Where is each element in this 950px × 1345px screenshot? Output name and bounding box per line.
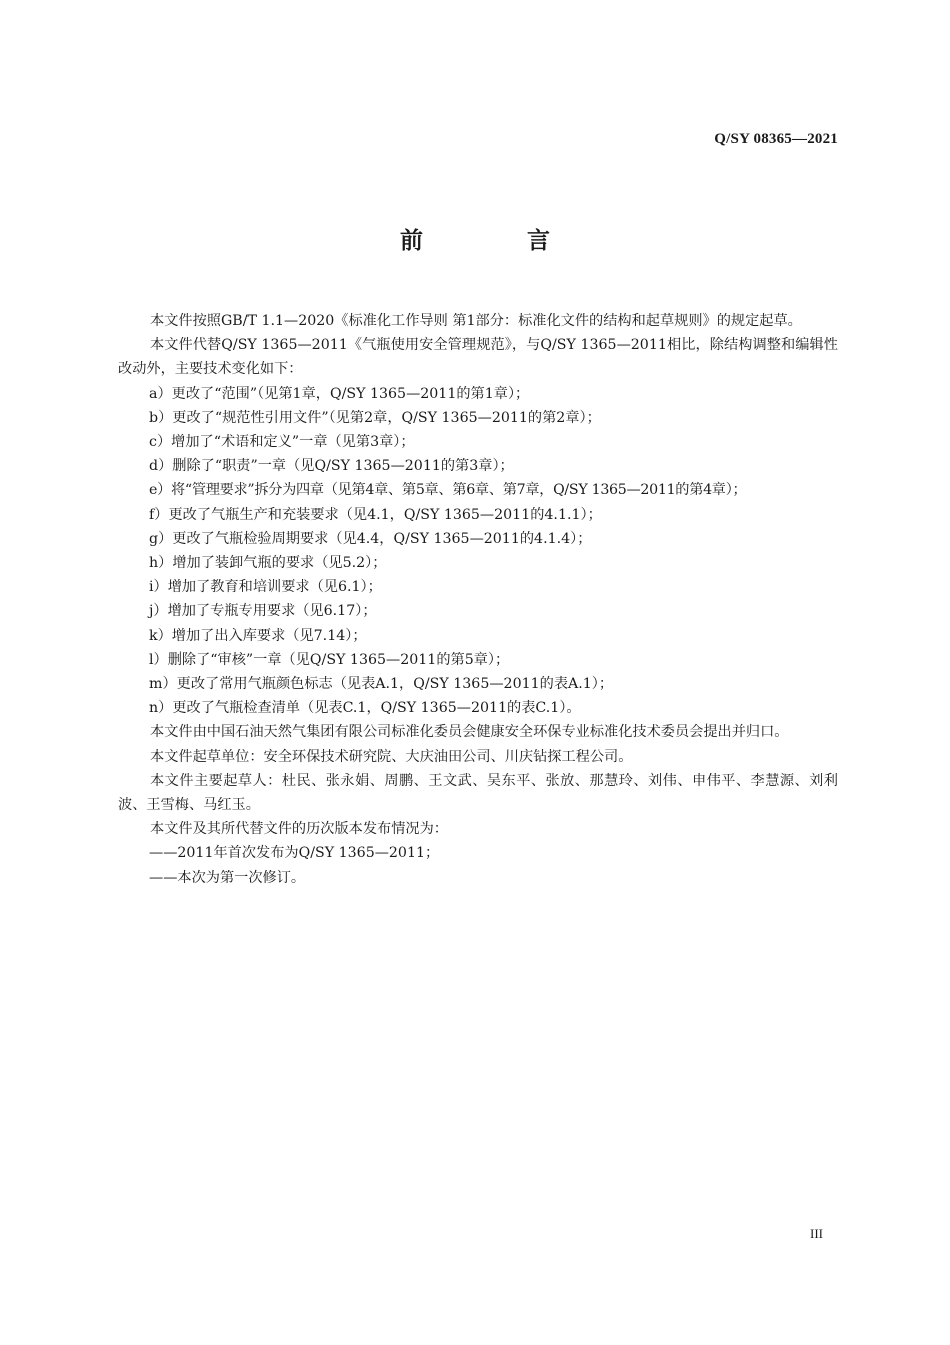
paragraph-drafters: 本文件主要起草人：杜民、张永娟、周鹏、王文武、吴东平、张放、那慧玲、刘伟、申伟平、李慧源、刘利波、王雪梅、马红玉。 — [118, 772, 838, 814]
change-item: m）更改了常用气瓶颜色标志（见表A.1，Q/SY 1365—2011的表A.1）； — [149, 676, 614, 693]
page-number: III — [810, 1226, 823, 1241]
paragraph-replacement: 本文件代替Q/SY 1365—2011《气瓶使用安全管理规范》，与Q/SY 1365—2011相比，除结构调整和编辑性改动外，主要技术变化如下： — [118, 337, 838, 378]
standard-code: Q/SY 08365—2021 — [714, 131, 838, 147]
paragraph-drafting-rules: 本文件按照GB/T 1.1—2020《标准化工作导则 第1部分：标准化文件的结构和起草规则》的规定起草。 — [150, 313, 802, 329]
change-item: g）更改了气瓶检验周期要求（见4.4，Q/SY 1365—2011的4.1.4）； — [149, 530, 592, 547]
change-item: k）增加了出入库要求（见7.14）； — [149, 627, 367, 644]
page-title: 前 言 — [399, 228, 598, 254]
paragraph-history-intro: 本文件及其所代替文件的历次版本发布情况为： — [150, 821, 448, 838]
change-item: b）更改了“规范性引用文件”（见第2章，Q/SY 1365—2011的第2章）； — [149, 409, 601, 426]
change-item: j）增加了专瓶专用要求（见6.17）； — [149, 603, 377, 620]
history-item: ——本次为第一次修订。 — [149, 869, 306, 886]
change-item: d）删除了“职责”一章（见Q/SY 1365—2011的第3章）； — [149, 458, 514, 475]
foreword-body — [118, 309, 838, 890]
change-item: f）更改了气瓶生产和充装要求（见4.1，Q/SY 1365—2011的4.1.1）； — [149, 506, 602, 523]
change-item: a）更改了“范围”（见第1章，Q/SY 1365—2011的第1章）； — [149, 385, 530, 402]
history-item: ——2011年首次发布为Q/SY 1365—2011； — [149, 845, 440, 862]
paragraph-drafting-units: 本文件起草单位：安全环保技术研究院、大庆油田公司、川庆钻探工程公司。 — [150, 748, 633, 765]
change-item: n）更改了气瓶检查清单（见表C.1，Q/SY 1365—2011的表C.1）。 — [149, 700, 581, 717]
change-item: e）将“管理要求”拆分为四章（见第4章、第5章、第6章、第7章，Q/SY 1365—2011的第4章）； — [149, 482, 747, 499]
change-item: l）删除了“审核”一章（见Q/SY 1365—2011的第5章）； — [149, 651, 510, 668]
change-item: c）增加了“术语和定义”一章（见第3章）； — [149, 434, 415, 451]
change-item: h）增加了装卸气瓶的要求（见5.2）； — [149, 555, 387, 572]
change-item: i）增加了教育和培训要求（见6.1）； — [149, 579, 382, 596]
paragraph-proposer: 本文件由中国石油天然气集团有限公司标准化委员会健康安全环保专业标准化技术委员会提出并归口。 — [150, 724, 789, 741]
